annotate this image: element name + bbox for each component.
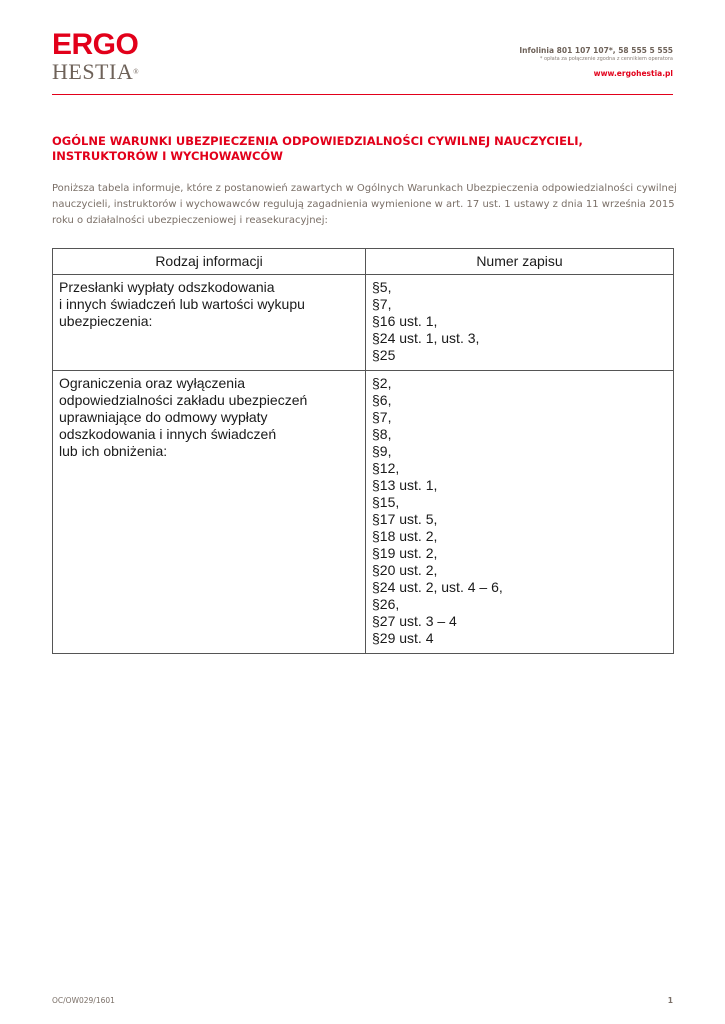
header-record-number: Numer zapisu (366, 249, 674, 275)
info-line: uprawniające do odmowy wypłaty (59, 409, 268, 425)
logo-hestia-word: HESTIA (52, 59, 134, 84)
info-line: odpowiedzialności zakładu ubezpieczeń (59, 392, 308, 408)
ref-item: §24 ust. 2, ust. 4 – 6, (372, 579, 503, 595)
ref-item: §12, (372, 460, 400, 476)
ref-item: §6, (372, 392, 392, 408)
logo-hestia-text (52, 61, 162, 83)
record-number-cell (366, 371, 674, 654)
ref-item: §26, (372, 596, 400, 612)
ref-item: §5, (372, 279, 392, 295)
ref-item: §19 ust. 2, (372, 545, 438, 561)
ref-item: §16 ust. 1, (372, 313, 438, 329)
page-number: 1 (667, 996, 673, 1005)
information-table (52, 248, 674, 654)
ref-item: §27 ust. 3 – 4 (372, 613, 457, 629)
ref-item: §7, (372, 296, 392, 312)
table-header-row (53, 249, 674, 275)
info-line: Przesłanki wypłaty odszkodowania (59, 279, 275, 295)
ref-item: §9, (372, 443, 392, 459)
info-line: lub ich obniżenia: (59, 443, 168, 459)
ref-list (372, 375, 667, 647)
info-line: ubezpieczenia: (59, 313, 153, 329)
document-title: OGÓLNE WARUNKI UBEZPIECZENIA ODPOWIEDZIALNOŚCI CYWILNEJ NAUCZYCIELI, INSTRUKTORÓW I WYCHOWAWCÓW (52, 134, 583, 163)
info-type-cell (53, 371, 366, 654)
ref-item: §13 ust. 1, (372, 477, 438, 493)
ref-item: §7, (372, 409, 392, 425)
ref-item: §29 ust. 4 (372, 630, 434, 646)
info-line: i innych świadczeń lub wartości wykupu (59, 296, 305, 312)
ref-item: §8, (372, 426, 392, 442)
infolinia-text: Infolinia 801 107 107*, 58 555 5 555 (519, 46, 673, 55)
info-line: Ograniczenia oraz wyłączenia (59, 375, 245, 391)
contact-block (519, 46, 673, 79)
ref-item: §18 ust. 2, (372, 528, 438, 544)
ref-item: §15, (372, 494, 400, 510)
ref-list (372, 279, 667, 364)
website-link[interactable]: www.ergohestia.pl (593, 69, 673, 78)
logo-ergo-text: ERGO (52, 28, 139, 61)
info-line: odszkodowania i innych świadczeń (59, 426, 277, 442)
info-type-cell (53, 275, 366, 371)
intro-paragraph: Poniższa tabela informuje, które z postanowień zawartych w Ogólnych Warunkach Ubezpieczenia odpowiedzialności cywilnej nauczycieli, instruktorów i wychowawców regulują zagadnienia wymienione w art. 17 ust. 1 ustawy z dnia 11 września 2015 roku o działalności ubezpieczeniowej i reasekuracyjnej: (52, 183, 677, 226)
ref-item: §2, (372, 375, 392, 391)
table-row (53, 275, 674, 371)
ref-item: §20 ust. 2, (372, 562, 438, 578)
registered-mark: ® (133, 68, 140, 76)
record-number-cell (366, 275, 674, 371)
call-cost-note: * opłata za połączenie zgodna z cennikiem operatora (539, 56, 673, 62)
ref-item: §25 (372, 347, 396, 363)
ref-item: §17 ust. 5, (372, 511, 438, 527)
header-info-type: Rodzaj informacji (53, 249, 366, 275)
header-divider (52, 94, 673, 95)
document-code: OC/OW029/1601 (52, 996, 115, 1005)
ref-item: §24 ust. 1, ust. 3, (372, 330, 480, 346)
ergo-hestia-logo (52, 30, 162, 83)
table-row (53, 371, 674, 654)
